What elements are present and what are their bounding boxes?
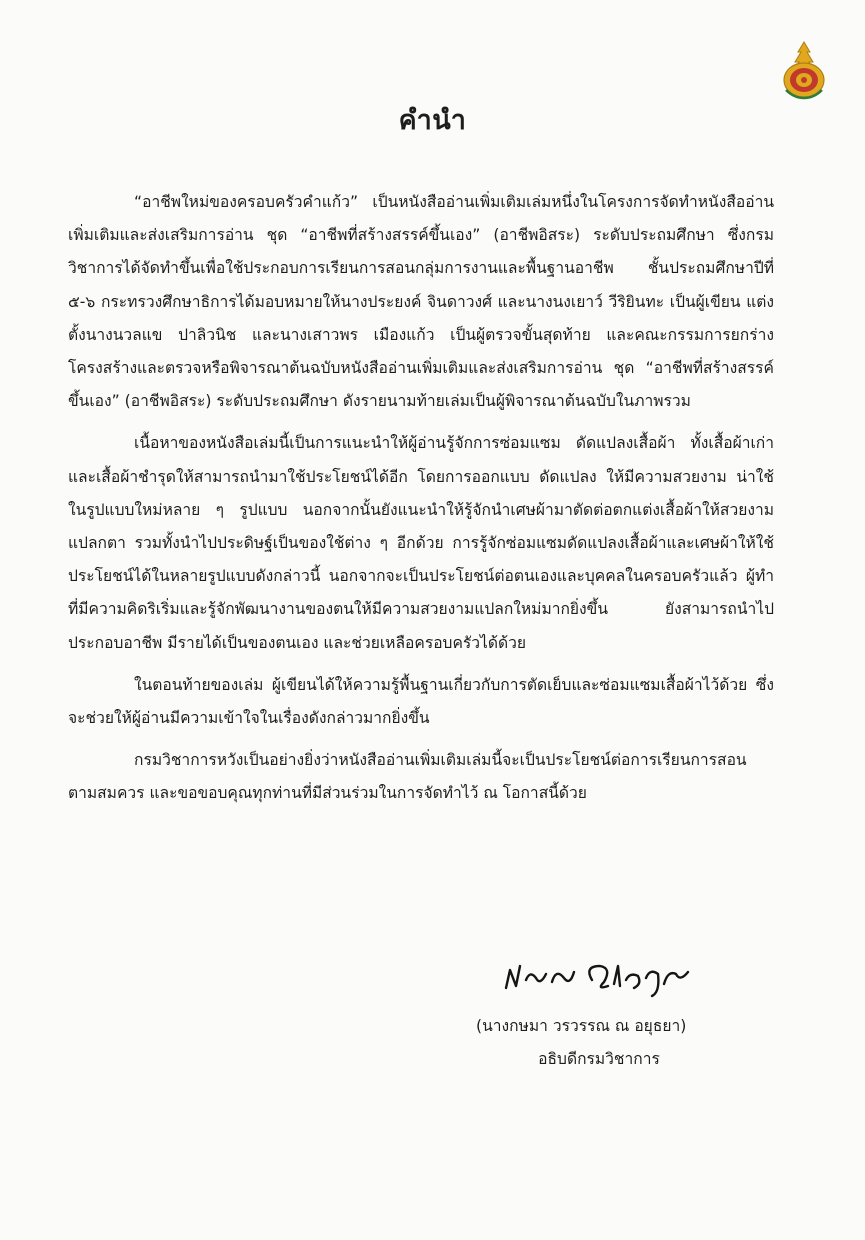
signatory-name: (นางกษมา วรวรรณ ณ อยุธยา) — [476, 1017, 687, 1035]
body-text — [68, 186, 774, 811]
paragraph-3: ในตอนท้ายของเล่ม ผู้เขียนได้ให้ความรู้พื้นฐานเกี่ยวกับการตัดเย็บและซ่อมแซมเสื้อผ้าไว้ด้วย ซึ่งจะช่วยให้ผู้อ่านมีความเข้าใจในเรื่องดังกล่าวมากยิ่งขึ้น — [68, 675, 774, 728]
signatory-position: อธิบดีกรมวิชาการ — [538, 1050, 660, 1068]
paragraph-2: เนื้อหาของหนังสือเล่มนี้เป็นการแนะนำให้ผู้อ่านรู้จักการซ่อมแซม ดัดแปลงเสื้อผ้า ทั้งเสื้อผ้าเก่าและเสื้อผ้าชำรุดให้สามารถนำมาใช้ประโยชน์ได้อีก โดยการออกแบบ ดัดแปลง ให้มีความสวยงาม น่าใช้ ในรูปแบบใหม่หลาย ๆ รูปแบบ นอกจากนั้นยังแนะนำให้รู้จักนำเศษผ้ามาตัดต่อตกแต่งเสื้อผ้าให้สวยงาม แปลกตา รวมทั้งนำไปประดิษฐ์เป็นของใช้ต่าง ๆ อีกด้วย การรู้จักซ่อมแซมดัดแปลงเสื้อผ้าและเศษผ้าให้ใช้ประโยชน์ได้ในหลายรูปแบบดังกล่าวนี้ นอกจากจะเป็นประโยชน์ต่อตนเองและบุคคลในครอบครัวแล้ว ผู้ทำที่มีความคิดริเริ่มและรู้จักพัฒนางานของตนให้มีความสวยงามแปลกใหม่มากยิ่งขึ้น ยังสามารถนำไปประกอบอาชีพ มีรายได้เป็นของตนเอง และช่วยเหลือครอบครัวได้ด้วย — [68, 434, 774, 652]
ministry-emblem-icon — [780, 40, 828, 100]
handwritten-signature — [500, 952, 695, 998]
paragraph-4: กรมวิชาการหวังเป็นอย่างยิ่งว่าหนังสืออ่านเพิ่มเติมเล่มนี้จะเป็นประโยชน์ต่อการเรียนการสอนตามสมควร และขอขอบคุณทุกท่านที่มีส่วนร่วมในการจัดทำไว้ ณ โอกาสนี้ด้วย — [68, 751, 747, 803]
page-title: คำนำ — [398, 105, 467, 136]
paragraph-1: “อาชีพใหม่ของครอบครัวคำแก้ว” เป็นหนังสืออ่านเพิ่มเติมเล่มหนึ่งในโครงการจัดทำหนังสืออ่านเพิ่มเติมและส่งเสริมการอ่าน ชุด “อาชีพที่สร้างสรรค์ขึ้นเอง” (อาชีพอิสระ) ระดับประถมศึกษา ซึ่งกรมวิชาการได้จัดทำขึ้นเพื่อใช้ประกอบการเรียนการสอนกลุ่มการงานและพื้นฐานอาชีพ ชั้นประถมศึกษาปีที่ ๕-๖ กระทรวงศึกษาธิการได้มอบหมายให้นางประยงค์ จินดาวงศ์ และนางนงเยาว์ วีริยินทะ เป็นผู้เขียน แต่งตั้งนางนวลแข ปาลิวนิช และนางเสาวพร เมืองแก้ว เป็นผู้ตรวจขั้นสุดท้าย และคณะกรรมการยกร่างโครงสร้างและตรวจหรือพิจารณาต้นฉบับหนังสืออ่านเพิ่มเติมและส่งเสริมการอ่าน ชุด “อาชีพที่สร้างสรรค์ขึ้นเอง” (อาชีพอิสระ) ระดับประถมศึกษา ดังรายนามท้ายเล่มเป็นผู้พิจารณาต้นฉบับในภาพรวม — [68, 193, 774, 411]
